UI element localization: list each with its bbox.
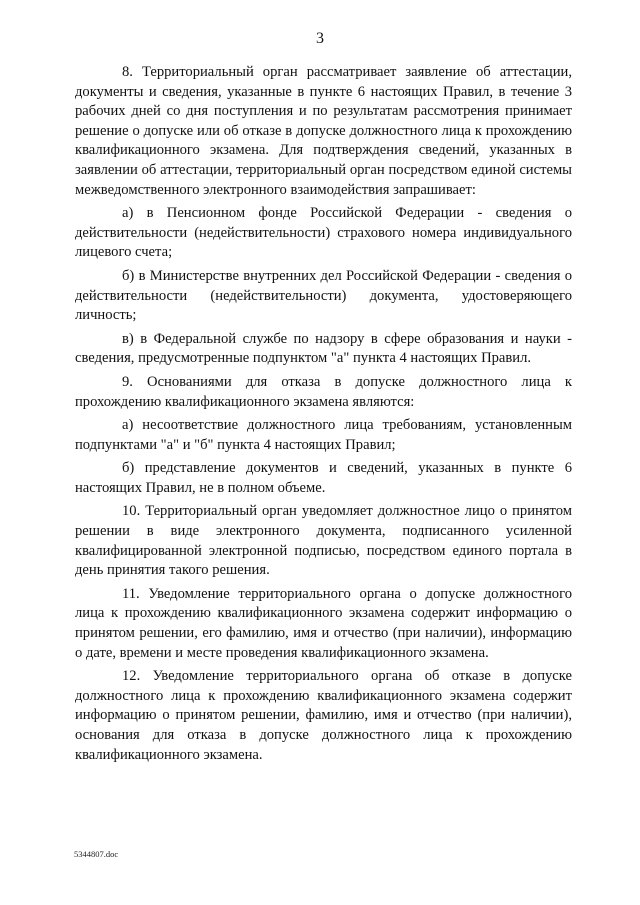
- paragraph-9a: а) несоответствие должностного лица требованиям, установленным подпунктами "а" и "б" пункта 4 настоящих Правил;: [75, 417, 572, 453]
- paragraph-8: 8. Территориальный орган рассматривает заявление об аттестации, документы и сведения, указанные в пункте 6 настоящих Правил, в течение 3 рабочих дней со дня поступления и по результатам рассмотрения принимает решение о допуске или об отказе в допуске должностного лица к прохождению квалификационного экзамена. Для подтверждения сведений, указанных в заявлении об аттестации, территориальный орган посредством единой системы межведомственного электронного взаимодействия запрашивает:: [75, 64, 572, 198]
- footer-file-code: 5344807.doc: [74, 849, 119, 859]
- page-number: 3: [316, 30, 324, 47]
- document-body: [75, 63, 572, 769]
- paragraph-10: 10. Территориальный орган уведомляет должностное лицо о принятом решении в виде электронного документа, подписанного усиленной квалифицированной электронной подписью, посредством единого портала в день принятия такого решения.: [75, 503, 572, 579]
- paragraph-8v: в) в Федеральной службе по надзору в сфере образования и науки - сведения, предусмотренные подпунктом "а" пункта 4 настоящих Правил.: [75, 330, 572, 367]
- paragraph-8b: б) в Министерстве внутренних дел Российской Федерации - сведения о действительности (недействительности) документа, удостоверяющего личность;: [75, 267, 572, 324]
- paragraph-9b: б) представление документов и сведений, указанных в пункте 6 настоящих Правил, не в полном объеме.: [75, 460, 572, 496]
- paragraph-8a: а) в Пенсионном фонде Российской Федерации - сведения о действительности (недействительности) страхового номера индивидуального лицевого счета;: [75, 205, 572, 261]
- paragraph-9: 9. Основаниями для отказа в допуске должностного лица к прохождению квалификационного экзамена являются:: [75, 373, 572, 410]
- paragraph-12: 12. Уведомление территориального органа об отказе в допуске должностного лица к прохождению квалификационного экзамена содержит информацию о принятом решении, фамилию, имя и отчество (при наличии), основания для отказа в допуске должностного лица к прохождению квалификационного экзамена.: [75, 668, 572, 763]
- paragraph-11: 11. Уведомление территориального органа о допуске должностного лица к прохождению квалификационного экзамена содержит информацию о принятом решении, его фамилию, имя и отчество (при наличии), информацию о дате, времени и месте проведения квалификационного экзамена.: [75, 585, 572, 661]
